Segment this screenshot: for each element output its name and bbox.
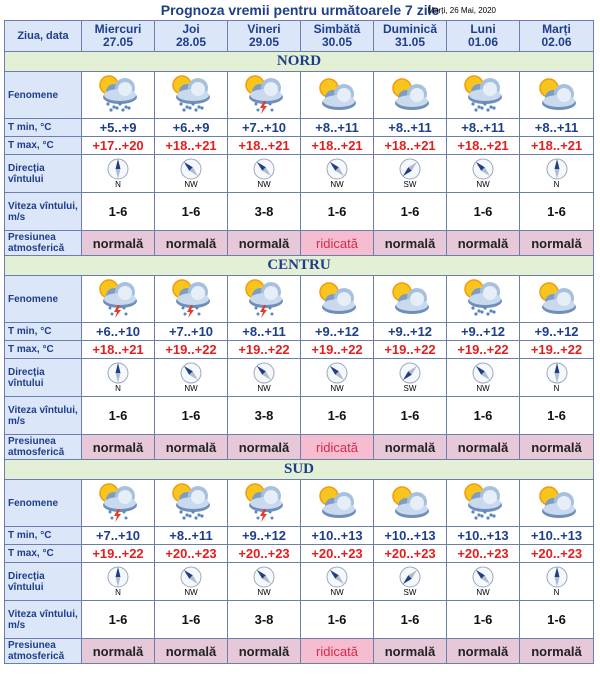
wind-direction-icon	[470, 362, 496, 384]
row-label-tmax: T max, °C	[5, 545, 82, 563]
tmin-row	[5, 527, 594, 545]
wind-direction-cell	[155, 155, 228, 193]
cloud-rain-icon	[167, 75, 215, 115]
wind-direction-icon	[324, 158, 350, 180]
row-label-tmin: T min, °C	[5, 323, 82, 341]
tmax-value: +20..+23	[228, 545, 301, 563]
wind-direction-label: N	[553, 384, 560, 393]
wind-direction-icon	[178, 566, 204, 588]
wind-direction-label: NW	[257, 384, 271, 393]
pressure-value: normală	[228, 639, 301, 664]
wind-speed-value: 1-6	[82, 601, 155, 639]
day-date: 02.06	[541, 35, 572, 49]
partly-cloudy-icon	[386, 483, 434, 523]
tmax-value: +18..+21	[374, 137, 447, 155]
weather-cell	[155, 72, 228, 119]
thunderstorm-icon	[240, 483, 288, 523]
wind-direction-icon	[470, 566, 496, 588]
day-header	[374, 21, 447, 52]
region-name: CENTRU	[5, 256, 594, 276]
row-label-viteza: Viteza vîntului, m/s	[5, 601, 82, 639]
row-label-tmin: T min, °C	[5, 119, 82, 137]
tmax-value: +18..+21	[301, 137, 374, 155]
wind-direction-icon	[397, 362, 423, 384]
tmin-value: +9..+12	[447, 323, 520, 341]
forecast-table	[4, 20, 594, 664]
pressure-value: normală	[82, 639, 155, 664]
wind-direction-icon	[470, 158, 496, 180]
weather-cell	[155, 480, 228, 527]
pressure-value: normală	[447, 231, 520, 256]
tmin-value: +8..+11	[301, 119, 374, 137]
tmin-value: +10..+13	[520, 527, 594, 545]
cloud-rain-icon	[94, 75, 142, 115]
pressure-value: normală	[228, 231, 301, 256]
wind-direction-label: SW	[403, 588, 417, 597]
weather-cell	[374, 72, 447, 119]
weather-cell	[301, 276, 374, 323]
wind-direction-icon	[397, 158, 423, 180]
tmax-value: +19..+22	[520, 341, 594, 359]
tmax-value: +20..+23	[301, 545, 374, 563]
tmax-value: +20..+23	[155, 545, 228, 563]
wind-direction-label: NW	[476, 384, 490, 393]
tmin-value: +9..+12	[228, 527, 301, 545]
day-header	[520, 21, 594, 52]
region-name: NORD	[5, 52, 594, 72]
wind-direction-icon	[324, 566, 350, 588]
wind-speed-row	[5, 397, 594, 435]
thunderstorm-icon	[94, 483, 142, 523]
tmax-row	[5, 341, 594, 359]
day-date: 28.05	[175, 35, 207, 49]
thunderstorm-icon	[240, 75, 288, 115]
tmin-value: +10..+13	[374, 527, 447, 545]
day-date: 30.05	[321, 35, 353, 49]
row-label-presiunea: Presiunea atmosferică	[5, 639, 82, 664]
pressure-value: normală	[447, 639, 520, 664]
tmax-value: +18..+21	[520, 137, 594, 155]
tmin-value: +5..+9	[82, 119, 155, 137]
thunderstorm-icon	[240, 279, 288, 319]
pressure-value: normală	[520, 435, 594, 460]
wind-direction-row	[5, 359, 594, 397]
wind-direction-cell	[520, 563, 594, 601]
pressure-value: normală	[155, 435, 228, 460]
day-name: Miercuri	[94, 22, 142, 36]
wind-direction-cell	[447, 155, 520, 193]
tmin-value: +8..+11	[155, 527, 228, 545]
day-name: Duminică	[382, 22, 437, 36]
tmax-value: +18..+21	[228, 137, 301, 155]
wind-direction-icon	[178, 362, 204, 384]
day-name: Joi	[182, 22, 200, 36]
partly-cloudy-icon	[313, 75, 361, 115]
wind-direction-cell	[374, 563, 447, 601]
tmax-value: +20..+23	[374, 545, 447, 563]
wind-direction-label: NW	[184, 180, 198, 189]
wind-direction-icon	[105, 566, 131, 588]
wind-direction-label: NW	[184, 384, 198, 393]
weather-cell	[520, 276, 594, 323]
wind-direction-icon	[251, 158, 277, 180]
region-name: SUD	[5, 460, 594, 480]
day-name: Simbătă	[313, 22, 361, 36]
pressure-value: normală	[447, 435, 520, 460]
tmax-value: +18..+21	[447, 137, 520, 155]
pressure-row	[5, 435, 594, 460]
day-header	[301, 21, 374, 52]
wind-speed-value: 1-6	[520, 601, 594, 639]
partly-cloudy-icon	[533, 483, 581, 523]
wind-direction-label: NW	[257, 180, 271, 189]
day-name: Luni	[470, 22, 496, 36]
wind-speed-value: 1-6	[301, 397, 374, 435]
page-title: Prognoza vremii pentru următoarele 7 zile	[160, 2, 440, 18]
current-date: Marți, 26 Mai, 2020	[427, 6, 496, 15]
wind-direction-row	[5, 563, 594, 601]
row-label-tmax: T max, °C	[5, 137, 82, 155]
wind-direction-icon	[178, 158, 204, 180]
wind-direction-cell	[82, 563, 155, 601]
wind-direction-label: NW	[476, 180, 490, 189]
phenomena-row	[5, 480, 594, 527]
wind-speed-value: 1-6	[155, 397, 228, 435]
wind-speed-value: 3-8	[228, 601, 301, 639]
wind-direction-label: N	[553, 180, 560, 189]
tmin-value: +7..+10	[82, 527, 155, 545]
partly-cloudy-icon	[533, 75, 581, 115]
tmin-value: +6..+9	[155, 119, 228, 137]
partly-cloudy-icon	[313, 483, 361, 523]
wind-direction-cell	[520, 359, 594, 397]
pressure-value: ridicată	[301, 231, 374, 256]
day-header	[447, 21, 520, 52]
wind-direction-cell	[520, 155, 594, 193]
pressure-value: normală	[374, 231, 447, 256]
weather-cell	[447, 480, 520, 527]
wind-direction-label: NW	[184, 588, 198, 597]
day-header	[228, 21, 301, 52]
wind-direction-cell	[228, 155, 301, 193]
wind-direction-icon	[324, 362, 350, 384]
day-name: Vineri	[247, 22, 281, 36]
phenomena-row	[5, 72, 594, 119]
wind-speed-value: 1-6	[374, 397, 447, 435]
wind-direction-cell	[447, 359, 520, 397]
tmin-value: +7..+10	[155, 323, 228, 341]
weather-cell	[301, 72, 374, 119]
pressure-value: normală	[82, 435, 155, 460]
wind-direction-label: NW	[330, 384, 344, 393]
wind-speed-row	[5, 193, 594, 231]
wind-speed-value: 1-6	[520, 397, 594, 435]
wind-speed-value: 1-6	[374, 193, 447, 231]
tmin-value: +8..+11	[447, 119, 520, 137]
wind-direction-cell	[301, 563, 374, 601]
wind-speed-value: 1-6	[301, 193, 374, 231]
region-header-row	[5, 460, 594, 480]
weather-cell	[374, 276, 447, 323]
wind-direction-cell	[374, 155, 447, 193]
tmax-value: +19..+22	[301, 341, 374, 359]
wind-direction-cell	[155, 359, 228, 397]
tmax-value: +19..+22	[155, 341, 228, 359]
wind-direction-label: N	[115, 180, 121, 189]
pressure-value: normală	[520, 639, 594, 664]
thunderstorm-icon	[167, 279, 215, 319]
pressure-value: normală	[374, 435, 447, 460]
weather-cell	[447, 276, 520, 323]
weather-cell	[155, 276, 228, 323]
pressure-value: normală	[82, 231, 155, 256]
cloud-rain-icon	[167, 483, 215, 523]
wind-speed-value: 1-6	[447, 601, 520, 639]
tmax-row	[5, 137, 594, 155]
row-label-viteza: Viteza vîntului, m/s	[5, 397, 82, 435]
tmin-value: +8..+11	[228, 323, 301, 341]
weather-cell	[520, 480, 594, 527]
pressure-value: normală	[155, 231, 228, 256]
wind-direction-cell	[228, 359, 301, 397]
wind-direction-icon	[251, 566, 277, 588]
tmax-value: +19..+22	[82, 545, 155, 563]
tmin-value: +8..+11	[520, 119, 594, 137]
wind-direction-cell	[447, 563, 520, 601]
wind-direction-label: NW	[330, 180, 344, 189]
weather-cell	[228, 72, 301, 119]
tmax-value: +18..+21	[155, 137, 228, 155]
partly-cloudy-icon	[533, 279, 581, 319]
wind-direction-label: NW	[330, 588, 344, 597]
day-date: 31.05	[394, 35, 426, 49]
weather-cell	[82, 72, 155, 119]
weather-cell	[520, 72, 594, 119]
tmin-value: +7..+10	[228, 119, 301, 137]
cloud-rain-icon	[459, 75, 507, 115]
tmin-value: +9..+12	[374, 323, 447, 341]
wind-speed-value: 1-6	[447, 193, 520, 231]
day-header-row	[5, 21, 594, 52]
tmax-value: +19..+22	[228, 341, 301, 359]
wind-direction-icon	[544, 158, 570, 180]
row-label-directia: Direcția vîntului	[5, 155, 82, 193]
row-label-presiunea: Presiunea atmosferică	[5, 231, 82, 256]
day-header	[82, 21, 155, 52]
wind-speed-value: 1-6	[82, 397, 155, 435]
thunderstorm-icon	[94, 279, 142, 319]
pressure-row	[5, 231, 594, 256]
wind-direction-row	[5, 155, 594, 193]
pressure-value: ridicată	[301, 639, 374, 664]
wind-direction-icon	[544, 566, 570, 588]
partly-cloudy-icon	[386, 279, 434, 319]
pressure-value: normală	[155, 639, 228, 664]
wind-speed-value: 1-6	[155, 193, 228, 231]
region-header-row	[5, 256, 594, 276]
weather-cell	[228, 276, 301, 323]
wind-direction-cell	[301, 359, 374, 397]
weather-cell	[82, 480, 155, 527]
tmin-value: +9..+12	[301, 323, 374, 341]
tmax-value: +18..+21	[82, 341, 155, 359]
row-label-tmax: T max, °C	[5, 341, 82, 359]
partly-cloudy-icon	[386, 75, 434, 115]
wind-direction-label: N	[553, 588, 560, 597]
tmin-value: +9..+12	[520, 323, 594, 341]
wind-speed-value: 1-6	[82, 193, 155, 231]
wind-direction-label: N	[115, 384, 121, 393]
tmin-value: +6..+10	[82, 323, 155, 341]
wind-speed-value: 1-6	[301, 601, 374, 639]
wind-direction-icon	[397, 566, 423, 588]
row-label-fenomene: Fenomene	[5, 72, 82, 119]
row-label-viteza: Viteza vîntului, m/s	[5, 193, 82, 231]
wind-speed-value: 1-6	[520, 193, 594, 231]
wind-direction-label: NW	[476, 588, 490, 597]
tmax-value: +20..+23	[447, 545, 520, 563]
pressure-row	[5, 639, 594, 664]
tmax-row	[5, 545, 594, 563]
day-date: 29.05	[248, 35, 280, 49]
wind-direction-icon	[105, 362, 131, 384]
page-header	[0, 0, 600, 20]
wind-speed-value: 1-6	[155, 601, 228, 639]
pressure-value: normală	[374, 639, 447, 664]
weather-cell	[447, 72, 520, 119]
weather-cell	[82, 276, 155, 323]
row-label-directia: Direcția vîntului	[5, 359, 82, 397]
wind-direction-icon	[251, 362, 277, 384]
wind-direction-icon	[105, 158, 131, 180]
day-column-label: Ziua, data	[5, 21, 82, 52]
day-date: 01.06	[467, 35, 499, 49]
partly-cloudy-icon	[313, 279, 361, 319]
wind-direction-cell	[228, 563, 301, 601]
wind-speed-value: 3-8	[228, 193, 301, 231]
tmax-value: +19..+22	[447, 341, 520, 359]
tmin-row	[5, 323, 594, 341]
weather-cell	[301, 480, 374, 527]
day-date: 27.05	[102, 35, 134, 49]
wind-direction-cell	[155, 563, 228, 601]
pressure-value: normală	[520, 231, 594, 256]
row-label-fenomene: Fenomene	[5, 276, 82, 323]
wind-direction-label: SW	[403, 180, 417, 189]
tmax-value: +17..+20	[82, 137, 155, 155]
pressure-value: normală	[228, 435, 301, 460]
cloud-rain-icon	[459, 279, 507, 319]
wind-direction-cell	[82, 359, 155, 397]
wind-direction-cell	[374, 359, 447, 397]
wind-direction-cell	[82, 155, 155, 193]
cloud-rain-icon	[459, 483, 507, 523]
row-label-tmin: T min, °C	[5, 527, 82, 545]
region-header-row	[5, 52, 594, 72]
wind-speed-value: 1-6	[374, 601, 447, 639]
wind-direction-label: N	[115, 588, 121, 597]
wind-direction-icon	[544, 362, 570, 384]
day-header	[155, 21, 228, 52]
tmax-value: +19..+22	[374, 341, 447, 359]
wind-speed-value: 1-6	[447, 397, 520, 435]
day-name: Marți	[542, 22, 571, 36]
wind-speed-value: 3-8	[228, 397, 301, 435]
wind-direction-label: NW	[257, 588, 271, 597]
row-label-fenomene: Fenomene	[5, 480, 82, 527]
pressure-value: ridicată	[301, 435, 374, 460]
wind-direction-cell	[301, 155, 374, 193]
wind-speed-row	[5, 601, 594, 639]
weather-cell	[374, 480, 447, 527]
tmax-value: +20..+23	[520, 545, 594, 563]
row-label-presiunea: Presiunea atmosferică	[5, 435, 82, 460]
tmin-row	[5, 119, 594, 137]
wind-direction-label: SW	[403, 384, 417, 393]
tmin-value: +8..+11	[374, 119, 447, 137]
row-label-directia: Direcția vîntului	[5, 563, 82, 601]
weather-cell	[228, 480, 301, 527]
tmin-value: +10..+13	[301, 527, 374, 545]
phenomena-row	[5, 276, 594, 323]
tmin-value: +10..+13	[447, 527, 520, 545]
